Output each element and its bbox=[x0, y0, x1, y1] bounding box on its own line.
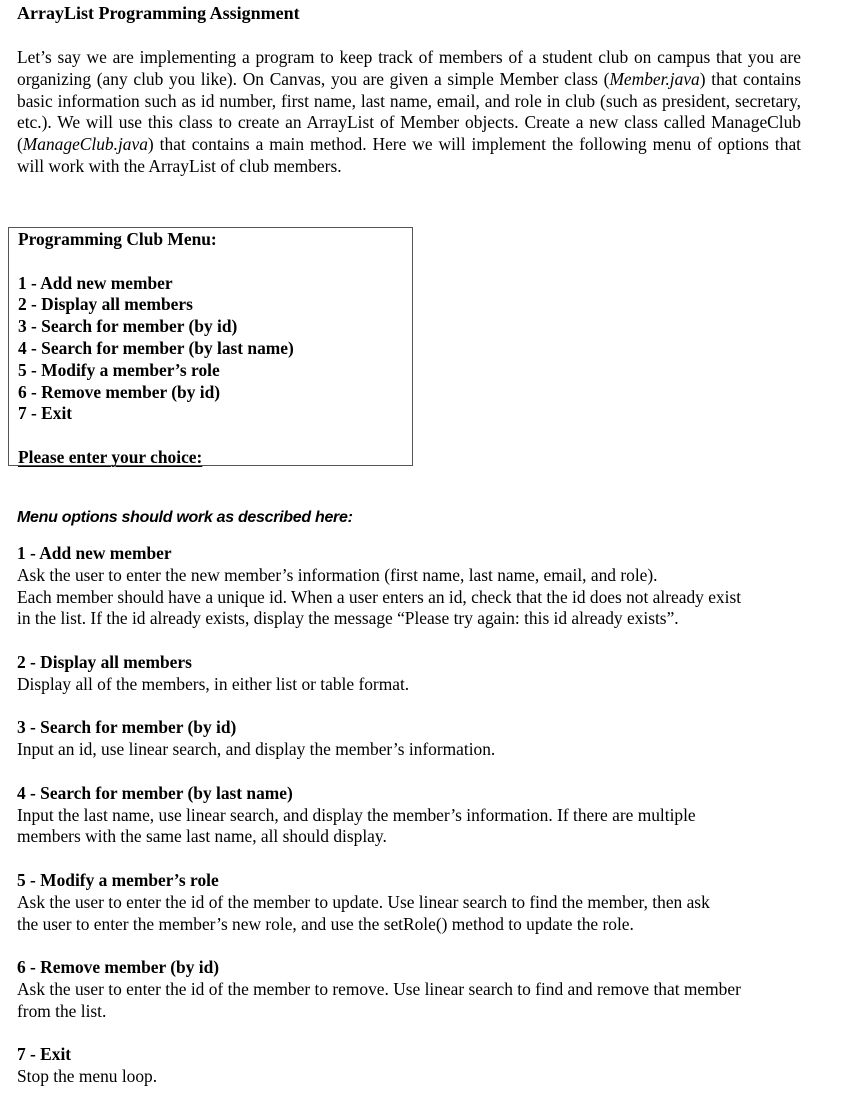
option-title: 3 - Search for member (by id) bbox=[17, 717, 237, 738]
option-line: Ask the user to enter the id of the member to remove. Use linear search to find and remove that member bbox=[17, 978, 741, 999]
option-description bbox=[17, 565, 817, 630]
option-title: 1 - Add new member bbox=[17, 543, 172, 563]
option-description bbox=[17, 892, 817, 936]
option-section-search-last-name bbox=[17, 783, 817, 848]
option-title: 4 - Search for member (by last name) bbox=[17, 782, 293, 803]
option-line: Input the last name, use linear search, and display the member’s information. If there are multiple bbox=[17, 804, 696, 825]
option-line: Input an id, use linear search, and display the member’s information. bbox=[17, 739, 496, 760]
menu-item: 6 - Remove member (by id) bbox=[18, 381, 221, 402]
menu-prompt: Please enter your choice: bbox=[18, 446, 203, 467]
option-section-exit bbox=[17, 1044, 817, 1088]
intro-text-part-3: ) that contains a main method. Here we will implement the following menu of options that will work with the ArrayList of club members. bbox=[17, 134, 801, 176]
menu-item: 7 - Exit bbox=[18, 403, 73, 424]
intro-paragraph bbox=[17, 47, 801, 178]
menu-heading: Programming Club Menu: bbox=[18, 229, 217, 249]
option-section-modify-role bbox=[17, 870, 817, 935]
option-section-display bbox=[17, 652, 817, 696]
menu-item: 1 - Add new member bbox=[18, 272, 173, 293]
option-description bbox=[17, 674, 817, 696]
option-title: 5 - Modify a member’s role bbox=[17, 869, 219, 890]
manageclub-file-name: ManageClub.java bbox=[22, 134, 148, 155]
option-line: Stop the menu loop. bbox=[17, 1066, 158, 1087]
option-section-add bbox=[17, 543, 817, 630]
menu-prompt-line bbox=[18, 447, 412, 469]
menu-spacer bbox=[18, 251, 412, 273]
options-list bbox=[17, 543, 817, 1110]
option-description bbox=[17, 1066, 817, 1088]
option-line: Ask the user to enter the new member’s information (first name, last name, email, and role). bbox=[17, 564, 658, 585]
option-title: 6 - Remove member (by id) bbox=[17, 957, 220, 978]
intro-text-part-2: ) that contains basic information such as id number, first name, last name, email, and role in club (such as president, secretary, etc.). We will use this class to create an ArrayList of Member objects. Create a new class called ManageClub ( bbox=[17, 68, 801, 155]
menu-item: 2 - Display all members bbox=[18, 294, 193, 315]
menu-item: 3 - Search for member (by id) bbox=[18, 316, 238, 337]
option-line: Ask the user to enter the id of the member to update. Use linear search to find the member, then ask bbox=[17, 891, 710, 912]
option-line: Display all of the members, in either list or table format. bbox=[17, 673, 410, 694]
option-line: members with the same last name, all should display. bbox=[17, 826, 387, 847]
menu-item: 4 - Search for member (by last name) bbox=[18, 337, 294, 358]
option-description bbox=[17, 979, 817, 1023]
menu-spacer bbox=[18, 425, 412, 447]
option-description bbox=[17, 805, 817, 849]
option-line: the user to enter the member’s new role, and use the setRole() method to update the role. bbox=[17, 913, 634, 934]
menu-box bbox=[8, 227, 413, 466]
option-line: Each member should have a unique id. When a user enters an id, check that the id does not already exist bbox=[17, 586, 742, 607]
member-file-name: Member.java bbox=[609, 68, 700, 89]
option-line: in the list. If the id already exists, display the message “Please try again: this id already exists”. bbox=[17, 608, 679, 629]
option-line: from the list. bbox=[17, 1000, 107, 1021]
option-title: 7 - Exit bbox=[17, 1044, 72, 1065]
option-description bbox=[17, 739, 817, 761]
options-heading: Menu options should work as described here: bbox=[17, 509, 353, 526]
option-title: 2 - Display all members bbox=[17, 651, 192, 672]
option-section-remove bbox=[17, 957, 817, 1022]
menu-item: 5 - Modify a member’s role bbox=[18, 359, 220, 380]
document-title: ArrayList Programming Assignment bbox=[17, 3, 300, 23]
intro-text-part-1: Let’s say we are implementing a program to keep track of members of a student club on campus that you are organizing (any club you like). On Canvas, you are given a simple Member class ( bbox=[17, 47, 801, 89]
option-section-search-id bbox=[17, 717, 817, 761]
